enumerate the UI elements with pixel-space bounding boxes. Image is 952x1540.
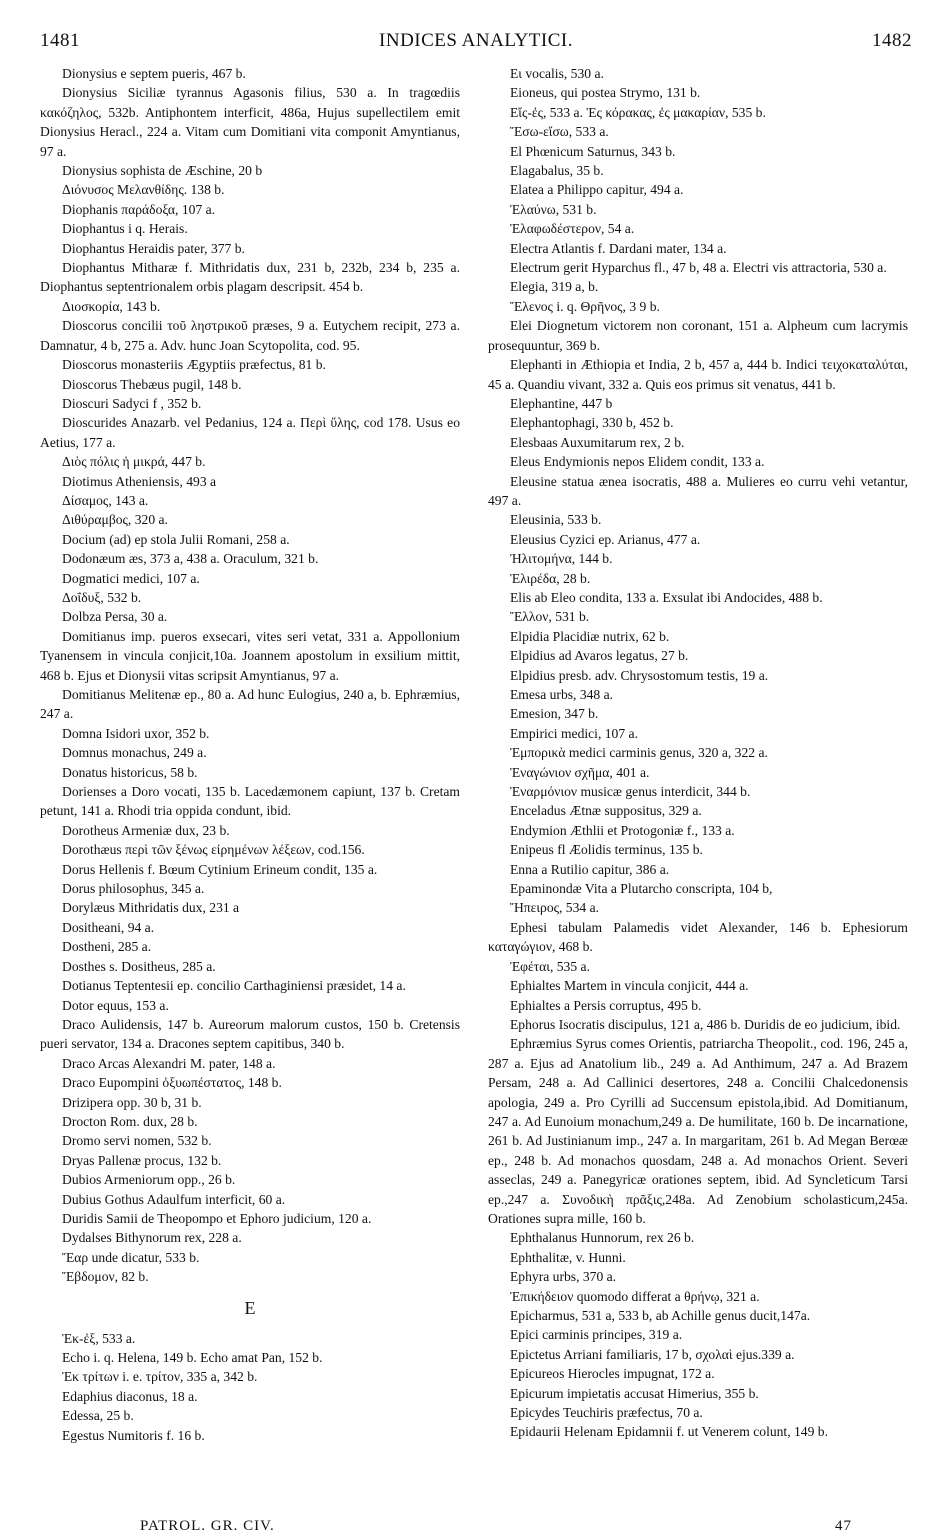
index-entry: Epicureos Hierocles impugnat, 172 a. — [510, 1366, 715, 1382]
index-entry: Elei Diognetum victorem non coronant, 151 a. Alpheum cum lacrymis prosequuntur, 369 b. — [488, 318, 908, 353]
index-entry: Διοσκορία, 143 b. — [62, 298, 161, 314]
index-entry: Dionysius Siciliæ tyrannus Agasonis filius, 530 a. In tragœdiis κακόζηλος, 532b. Antiphontem interficit, 486a, Hujus supellectilem emit Dionysius Heracl., 224 a. Vitam cum Domitiani vita componit Amyntianus, 97 a. — [40, 85, 460, 159]
index-entry: Dogmatici medici, 107 a. — [62, 570, 200, 586]
index-entry: Dioscurides Anazarb. vel Pedanius, 124 a. Περὶ ὕλης, cod 178. Usus eo Aetius, 177 a. — [40, 415, 460, 450]
page-header — [40, 30, 912, 64]
index-entry: Epicurum impietatis accusat Himerius, 355 b. — [510, 1385, 759, 1401]
index-entry: Duridis Samii de Theopompo et Ephoro judicium, 120 a. — [62, 1210, 372, 1226]
index-entry: Enna a Rutilio capitur, 386 a. — [510, 861, 670, 877]
index-entry: Epicydes Teuchiris præfectus, 70 a. — [510, 1405, 703, 1421]
index-entry: Dryas Pallenæ procus, 132 b. — [62, 1152, 222, 1168]
index-entry: Ἔλλον, 531 b. — [510, 609, 590, 625]
index-entry: Dioscorus monasteriis Ægyptiis præfectus, 81 b. — [62, 357, 326, 373]
index-entry: Dorotheus Armeniæ dux, 23 b. — [62, 822, 230, 838]
index-entry: Ἐκ τρίτων i. e. τρίτον, 335 a, 342 b. — [62, 1369, 258, 1385]
index-entry: Ephræmius Syrus comes Orientis, patriarcha Theopolit., cod. 196, 245 a, 287 a. Ejus ad Anatolium lib., 249 a. Ad Anthimum, 247 a. Ad Brazem Persam, 248 a. Ad Callinici desertores, 248 a. Concilii Chalcedonensis apologia, 249 a. Pro Cyrilli ad Succensum epistola,ibid. Ad Domitianum, 247 a. Ad Eunoium monachum,249 a. De humilitate, 160 b. De incarnatione, 261 b. Ad Justinianum imp., 247 a. In margaritam, 261 b. Ad Megan Berœæ ep., 248 b. Ad monachos quosdam, 248 a. Ad monachos Orient. Severi asseclas, 249 a. Panegyricæ orationes septem, ibid. Ad Syncleticum Tarsi ep.,247 a. Συνοδικὴ πρᾶξις,248a. Ad Zenobium scholasticum,245a. Orationes supra mille, 160 b. — [488, 1036, 908, 1226]
index-entry: Dionysius sophista de Æschine, 20 b — [62, 163, 263, 179]
index-entry: Dioscorus Thebæus pugil, 148 b. — [62, 376, 242, 392]
index-entry: Elesbaas Auxumitarum rex, 2 b. — [510, 434, 685, 450]
index-entry: Ἐμπορικὰ medici carminis genus, 320 a, 322 a. — [510, 745, 768, 761]
index-entry: Dorienses a Doro vocati, 135 b. Lacedæmonem capiunt, 137 b. Cretam petunt, 141 a. Rhodi tria oppida condunt, ibid. — [40, 784, 460, 819]
index-entry: Δίσαμος, 143 a. — [62, 492, 149, 508]
index-entry: Diophantus Mitharæ f. Mithridatis dux, 231 b, 232b, 234 b, 235 a. Diophantus septentrionalem orbis plagam descripsit. 454 b. — [40, 260, 460, 295]
index-entry: Dydalses Bithynorum rex, 228 a. — [62, 1230, 242, 1246]
section-letter: E — [244, 1297, 256, 1318]
index-entry: Electrum gerit Hyparchus fl., 47 b, 48 a. Electri vis attractoria, 530 a. — [510, 260, 887, 276]
index-entry: Dorylæus Mithridatis dux, 231 a — [62, 900, 240, 916]
index-entry: Elatea a Philippo capitur, 494 a. — [510, 182, 684, 198]
index-entry: Dubios Armeniorum opp., 26 b. — [62, 1172, 236, 1188]
index-entry: Dositheani, 94 a. — [62, 919, 155, 935]
signature-mark: PATROL. GR. CIV. — [140, 1518, 275, 1534]
index-entry: Ephthalanus Hunnorum, rex 26 b. — [510, 1230, 695, 1246]
index-entry: Elagabalus, 35 b. — [510, 163, 604, 179]
index-entry: Egestus Numitoris f. 16 b. — [62, 1427, 205, 1443]
index-entry: Domna Isidori uxor, 352 b. — [62, 725, 210, 741]
index-entry: Ει vocalis, 530 a. — [510, 66, 604, 81]
index-entry: Epidaurii Helenam Epidamnii f. ut Venerem colunt, 149 b. — [510, 1424, 828, 1440]
index-entry: Εἴς-ἐς, 533 a. Ἐς κόρακας, ἐς μακαρίαν, 535 b. — [510, 104, 766, 120]
index-entry: Edaphius diaconus, 18 a. — [62, 1388, 198, 1404]
index-entry: Epici carminis principes, 319 a. — [510, 1327, 683, 1343]
index-entry: Διὸς πόλις ἡ μικρά, 447 b. — [62, 454, 206, 470]
index-entry: Emesa urbs, 348 a. — [510, 687, 614, 702]
index-entry: Dostheni, 285 a. — [62, 939, 152, 955]
index-entry: Elegia, 319 a, b. — [510, 279, 599, 295]
index-entry: Dolbza Persa, 30 a. — [62, 609, 168, 625]
index-entry: Domitianus Melitenæ ep., 80 a. Ad hunc Eulogius, 240 a, b. Ephræmius, 247 a. — [40, 687, 460, 722]
index-entry: Ἐπικήδειον quomodo differat a θρήνῳ, 321 a. — [510, 1288, 760, 1304]
index-entry: Draco Eupompini ὀξυωπέστατος, 148 b. — [62, 1075, 282, 1091]
index-entry: Elpidius presb. adv. Chrysostomum testis, 19 a. — [510, 667, 769, 683]
index-entry: Ἐλαύνω, 531 b. — [510, 201, 597, 217]
index-entry: Ἐναρμόνιον musicæ genus interdicit, 344 b. — [510, 784, 751, 800]
index-entry: Eleusine statua ænea isocratis, 488 a. Mulieres eo curru vehi vetantur, 497 a. — [488, 473, 908, 508]
index-entry: Elpidius ad Avaros legatus, 27 b. — [510, 648, 689, 664]
index-entry: Ἔαρ unde dicatur, 533 b. — [62, 1249, 200, 1265]
index-entry: Empirici medici, 107 a. — [510, 725, 638, 741]
index-entry: Διόνυσος Μελανθίδης. 138 b. — [62, 182, 225, 198]
index-entry: Ἐφέται, 535 a. — [510, 958, 590, 974]
index-entry: Diophanis παράδοξα, 107 a. — [62, 201, 216, 217]
index-entry: Dotianus Teptentesii ep. concilio Carthaginiensi præsidet, 14 a. — [62, 978, 406, 994]
page-number-left: 1481 — [40, 30, 80, 51]
index-entry: Dotor equus, 153 a. — [62, 997, 169, 1013]
index-entry: Elis ab Eleo condita, 133 a. Exsulat ibi Andocides, 488 b. — [510, 589, 823, 605]
index-entry: Dodonæum æs, 373 a, 438 a. Oraculum, 321 b. — [62, 551, 319, 567]
index-entry: Ephthalitæ, v. Hunni. — [510, 1249, 626, 1265]
index-entry: Domnus monachus, 249 a. — [62, 745, 207, 761]
index-entry: Elephantophagi, 330 b, 452 b. — [510, 415, 674, 431]
index-entry: Ἤπειρος, 534 a. — [510, 900, 600, 916]
index-entry: Donatus historicus, 58 b. — [62, 764, 198, 780]
left-column — [40, 64, 460, 1445]
index-entry: Ἔσω-εἴσω, 533 a. — [510, 124, 609, 140]
index-entry: Domitianus imp. pueros exsecari, vites seri vetat, 331 a. Appollonium Tyanensem in vincula conjicit,10a. Joannem apostolum in exsilium mittit, 468 b. Ejus et Dionysii vitas scripsit Amyntianus, 97 a. — [40, 628, 460, 683]
index-entry: Dorus Hellenis f. Bœum Cytinium Erineum condit, 135 a. — [62, 861, 378, 877]
index-entry: Dioscuri Sadyci f , 352 b. — [62, 395, 202, 411]
index-entry: Endymion Æthlii et Protogoniæ f., 133 a. — [510, 822, 735, 838]
index-entry: Ἐναγώνιον σχῆμα, 401 a. — [510, 764, 650, 780]
page-number-right: 1482 — [871, 30, 912, 51]
index-entry: Eleusinia, 533 b. — [510, 512, 602, 528]
running-title: INDICES ANALYTICI. — [379, 30, 573, 51]
index-entry: El Phœnicum Saturnus, 343 b. — [510, 143, 676, 159]
index-entry: Electra Atlantis f. Dardani mater, 134 a. — [510, 240, 727, 256]
index-entry: Ἔβδομον, 82 b. — [62, 1269, 149, 1285]
index-entry: Ephorus Isocratis discipulus, 121 a, 486 b. Duridis de eo judicium, ibid. — [510, 1016, 901, 1032]
index-entry: Edessa, 25 b. — [62, 1408, 134, 1424]
index-entry: Ἠλιτομήνα, 144 b. — [510, 551, 613, 567]
sheet-number: 47 — [835, 1518, 852, 1534]
index-entry: Dorothæus περὶ τῶν ξένως εἰρημένων λέξεων, cod.156. — [62, 842, 365, 858]
index-entry: Echo i. q. Helena, 149 b. Echo amat Pan, 152 b. — [62, 1350, 323, 1365]
index-entry: Ἔλενος i. q. Θρῆνος, 3 9 b. — [510, 298, 660, 314]
index-entry: Diophantus i q. Herais. — [62, 221, 188, 237]
index-entry: Drocton Rom. dux, 28 b. — [62, 1113, 198, 1129]
index-entry: Ἐκ-ἐξ, 533 a. — [62, 1330, 136, 1346]
index-entry: Emesion, 347 b. — [510, 706, 599, 722]
index-entry: Dubius Gothus Adaulfum interficit, 60 a. — [62, 1191, 286, 1207]
index-entry: Drizipera opp. 30 b, 31 b. — [62, 1094, 202, 1110]
index-entry: Διθύραμβος, 320 a. — [62, 512, 168, 528]
page-footer — [40, 1518, 912, 1540]
index-entry: Ephesi tabulam Palamedis videt Alexander, 146 b. Ephesiorum καταγώγιον, 468 b. — [488, 919, 908, 955]
index-entry: Ephialtes a Persis corruptus, 495 b. — [510, 997, 702, 1013]
index-entry: Eleus Endymionis nepos Elidem condit, 133 a. — [510, 454, 765, 470]
index-entry: Dioscorus concilii τοῦ ληστρικοῦ præses, 9 a. Eutychem recipit, 273 a. Damnatur, 4 b, 275 a. Adv. hunc Joan Scytopolita, cod. 95. — [40, 318, 460, 353]
index-entry: Diotimus Atheniensis, 493 a — [62, 473, 217, 489]
index-entry: Eleusius Cyzici ep. Arianus, 477 a. — [510, 531, 701, 547]
index-entry: Enceladus Ætnæ suppositus, 329 a. — [510, 803, 702, 819]
index-entry: Dionysius e septem pueris, 467 b. — [62, 66, 246, 81]
index-entry: Ephyra urbs, 370 a. — [510, 1269, 617, 1285]
index-entry: Docium (ad) ep stola Julii Romani, 258 a. — [62, 531, 290, 547]
index-entry: Epictetus Arriani familiaris, 17 b, σχολαὶ ejus.339 a. — [510, 1346, 795, 1362]
index-entry: Dosthes s. Dositheus, 285 a. — [62, 958, 216, 974]
index-entry: Elephanti in Æthiopia et India, 2 b, 457 a, 444 b. Indici τειχοκαταλύται, 45 a. Quandiu vivant, 332 a. Quis eos primus sit venatus, 441 b. — [488, 357, 908, 392]
index-entry: Draco Arcas Alexandri M. pater, 148 a. — [62, 1055, 276, 1071]
index-entry: Dorus philosophus, 345 a. — [62, 881, 205, 897]
index-entry: Epaminondæ Vita a Plutarcho conscripta, 104 b, — [510, 881, 773, 897]
index-entry: Ἐλιρέδα, 28 b. — [510, 570, 591, 586]
index-entry: Elephantine, 447 b — [510, 395, 613, 411]
right-column — [488, 64, 908, 1442]
index-entry: Epicharmus, 531 a, 533 b, ab Achille genus ducit,147a. — [510, 1308, 811, 1323]
index-entry: Draco Aulidensis, 147 b. Aureorum malorum custos, 150 b. Cretensis pueri servator, 134 a. Dracones septem capitibus, 340 b. — [40, 1016, 460, 1052]
index-entry: Diophantus Heraidis pater, 377 b. — [62, 240, 245, 256]
index-entry: Elpidia Placidiæ nutrix, 62 b. — [510, 628, 670, 644]
index-entry: Eioneus, qui postea Strymo, 131 b. — [510, 85, 701, 101]
index-entry: Ephialtes Martem in vincula conjicit, 444 a. — [510, 978, 749, 994]
index-entry: Dromo servi nomen, 532 b. — [62, 1133, 212, 1149]
index-entry: Enipeus fl Æolidis terminus, 135 b. — [510, 842, 703, 858]
index-entry: Ἐλαφωδέστερον, 54 a. — [510, 221, 635, 237]
index-entry: Δοΐδυξ, 532 b. — [62, 589, 142, 605]
